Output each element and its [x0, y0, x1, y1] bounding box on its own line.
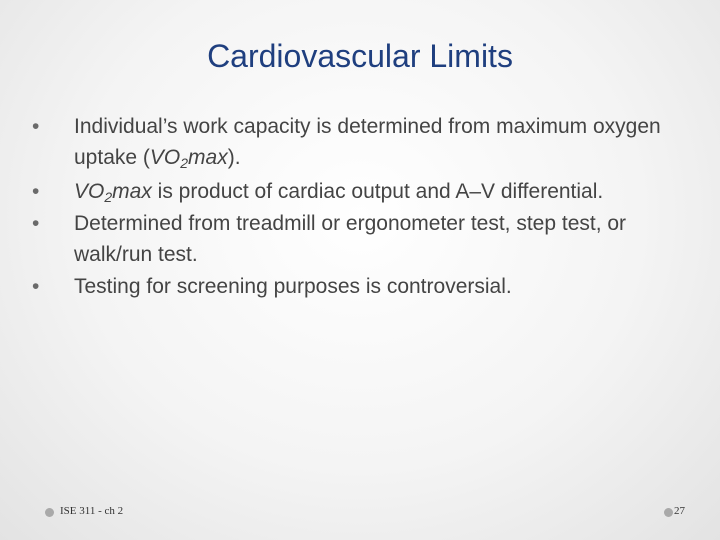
page-number-dot-icon: [664, 508, 673, 517]
footer-dot-icon: [45, 508, 54, 517]
bullet-item-work-capacity: • Individual’s work capacity is determined from maximum oxygen uptake $(VO_2\max)$.: [32, 111, 682, 173]
bullet-item-determined: [32, 208, 682, 270]
footer-course-label: ISE 311 - ch 2: [60, 505, 124, 517]
page-number: 27: [674, 505, 685, 517]
bullet-marker: •: [32, 275, 40, 298]
bullet-marker: •: [32, 115, 40, 138]
bullet-text: Individual’s work capacity is determined from maximum oxygen uptake (: [74, 115, 661, 169]
slide-title: Cardiovascular Limits: [207, 38, 513, 74]
bullet-item-testing: [32, 271, 682, 302]
bullet-list: [32, 111, 682, 302]
bullet-text: Determined from treadmill or ergonometer test, step test, or walk/run test.: [74, 212, 627, 266]
vo2-term: $VO_2\max$: [149, 146, 228, 171]
vo2-term: $VO_2\max$: [74, 180, 152, 205]
bullet-text: Testing for screening purposes is controversial.: [74, 275, 512, 298]
bullet-item-vo2max: [32, 176, 682, 207]
bullet-marker: •: [32, 180, 40, 203]
bullet-marker: •: [32, 212, 40, 235]
bullet-text: is product of cardiac output and A–V differential.: [151, 180, 604, 203]
